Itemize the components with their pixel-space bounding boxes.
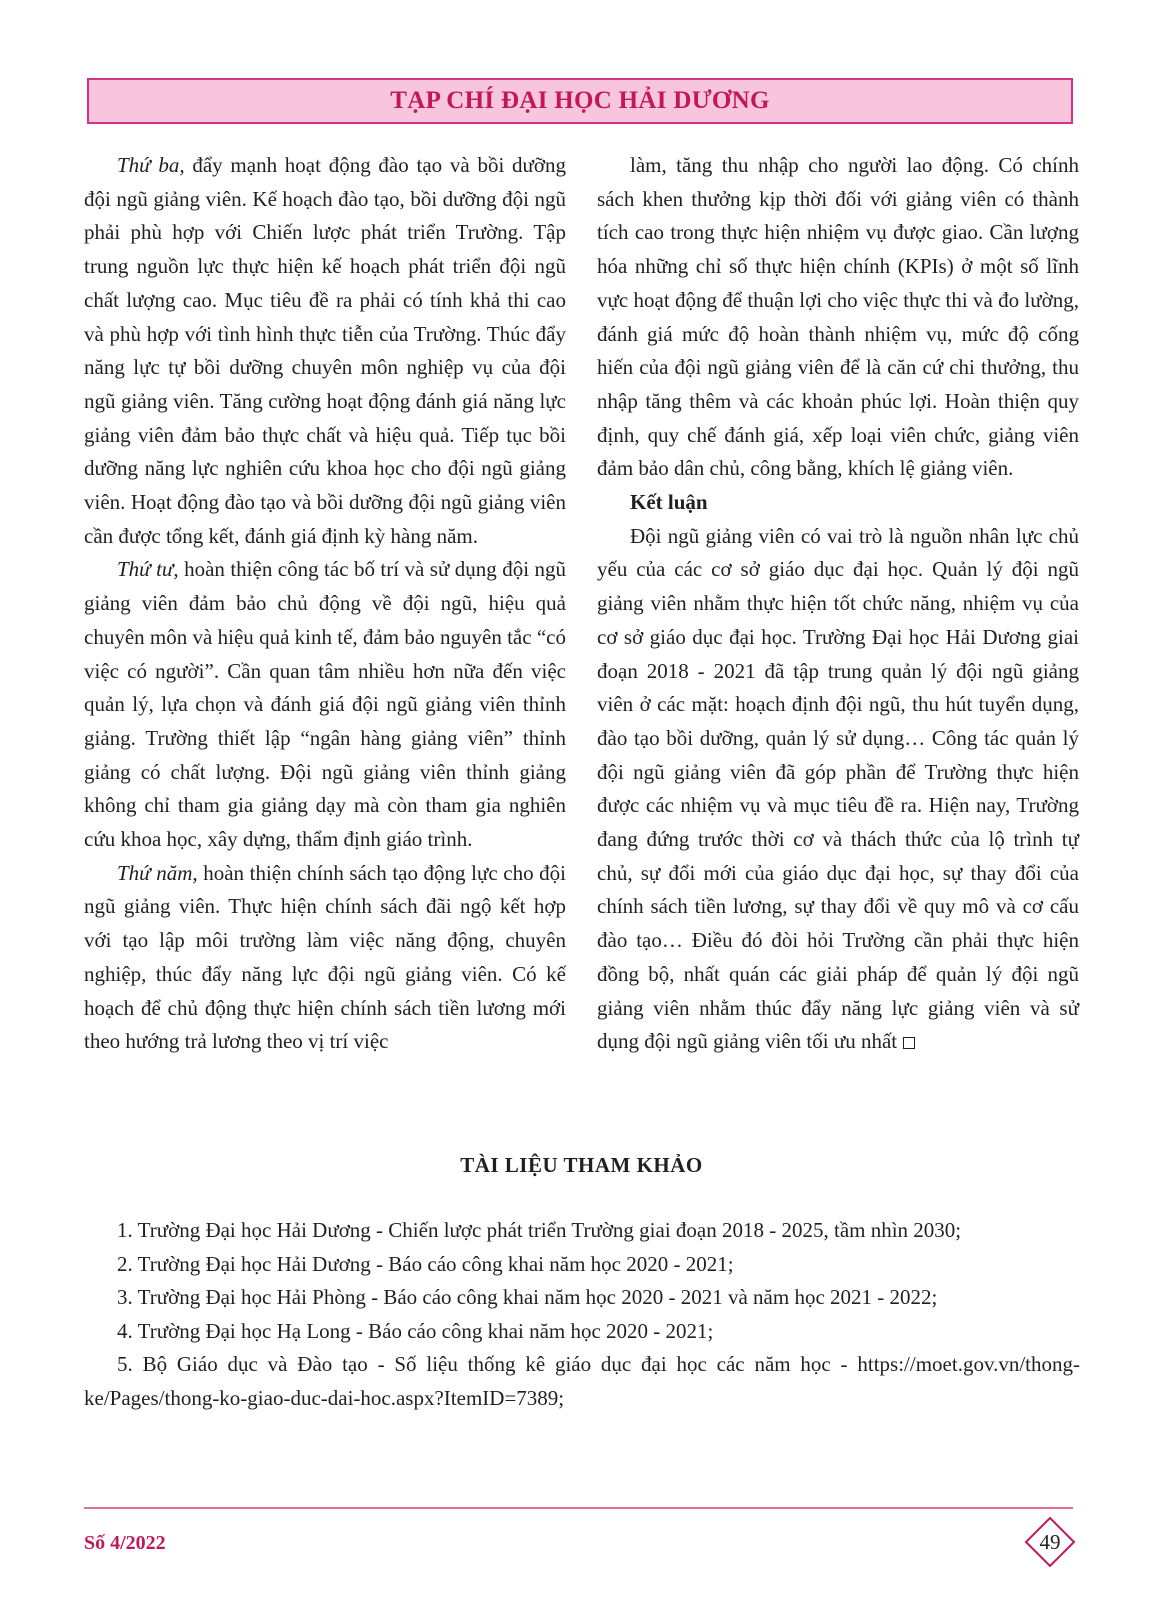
paragraph-conclusion — [597, 520, 1079, 1059]
footer-divider — [84, 1507, 1073, 1509]
reference-item: 5. Bộ Giáo dục và Đào tạo - Số liệu thống kê giáo dục đại học các năm học - https://moet.gov.vn/thong-ke/Pages/thong-ko-giao-duc-dai-hoc.aspx?ItemID=7389; — [84, 1352, 1080, 1410]
references-list — [84, 1214, 1080, 1416]
right-column — [597, 149, 1079, 1059]
paragraph-continued: làm, tăng thu nhập cho người lao động. Có chính sách khen thưởng kịp thời đối với giảng viên có thành tích cao trong thực hiện nhiệm vụ được giao. Cần lượng hóa những chỉ số thực hiện chính (KPIs) ở một số lĩnh vực hoạt động để thuận lợi cho việc thực thi và đo lường, đánh giá mức độ hoàn thành nhiệm vụ, mức độ cống hiến của đội ngũ giảng viên để là căn cứ chi thưởng, thu nhập tăng thêm và các khoản phúc lợi. Hoàn thiện quy định, quy chế đánh giá, xếp loại viên chức, giảng viên đảm bảo dân chủ, công bằng, khích lệ giảng viên. — [597, 153, 1079, 481]
reference-item: 2. Trường Đại học Hải Dương - Báo cáo công khai năm học 2020 - 2021; — [117, 1251, 734, 1276]
reference-item: 4. Trường Đại học Hạ Long - Báo cáo công khai năm học 2020 - 2021; — [117, 1318, 714, 1343]
paragraph-lead: Thứ tư, — [117, 557, 179, 582]
section-heading-ket-luan: Kết luận — [630, 490, 708, 515]
paragraph-thu-ba — [84, 149, 566, 553]
paragraph-text: đẩy mạnh hoạt động đào tạo và bồi dưỡng đội ngũ giảng viên. Kế hoạch đào tạo, bồi dưỡng đội ngũ phải phù hợp với Chiến lược phát triển Trường. Tập trung nguồn lực thực hiện kế hoạch phát triển đội ngũ chất lượng cao. Mục tiêu đề ra phải có tính khả thi cao và phù hợp với tình hình thực tiễn của Trường. Thúc đẩy năng lực tự bồi dưỡng chuyên môn nghiệp vụ của đội ngũ giảng viên. Tăng cường hoạt động đánh giá năng lực giảng viên đảm bảo thực chất và hiệu quả. Tiếp tục bồi dưỡng năng lực nghiên cứu khoa học cho đội ngũ giảng viên. Hoạt động đào tạo và bồi dưỡng đội ngũ giảng viên cần được tổng kết, đánh giá định kỳ hàng năm. — [84, 153, 566, 548]
paragraph-lead: Thứ năm — [117, 860, 193, 885]
paragraph-thu-nam — [84, 857, 566, 1059]
journal-header-banner — [87, 78, 1073, 124]
paragraph-text: , hoàn thiện chính sách tạo động lực cho đội ngũ giảng viên. Thực hiện chính sách đãi ngộ kết hợp với tạo lập môi trường làm việc năng động, chuyên nghiệp, thúc đẩy năng lực đội ngũ giảng viên. Có kế hoạch để chủ động thực hiện chính sách tiền lương mới theo hướng trả lương theo vị trí việc — [84, 860, 566, 1054]
end-of-article-square-icon — [903, 1037, 915, 1049]
left-column — [84, 149, 566, 1059]
paragraph-text: hoàn thiện công tác bố trí và sử dụng đội ngũ giảng viên đảm bảo chủ động về đội ngũ, hiệu quả chuyên môn và hiệu quả kinh tế, đảm bảo nguyên tắc “có việc có người”. Cần quan tâm nhiều hơn nữa đến việc quản lý, lựa chọn và đánh giá đội ngũ giảng viên thỉnh giảng. Trường thiết lập “ngân hàng giảng viên” thỉnh giảng có chất lượng. Đội ngũ giảng viên thỉnh giảng không chỉ tham gia giảng dạy mà còn tham gia nghiên cứu khoa học, xây dựng, thẩm định giáo trình. — [84, 557, 567, 852]
page-number-badge — [1024, 1516, 1076, 1568]
reference-item: 1. Trường Đại học Hải Dương - Chiến lược phát triển Trường giai đoạn 2018 - 2025, tầm nhìn 2030; — [117, 1218, 962, 1242]
paragraph-text: Đội ngũ giảng viên có vai trò là nguồn nhân lực chủ yếu của các cơ sở giáo dục đại học. Quản lý đội ngũ giảng viên nhằm thực hiện tốt chức năng, nhiệm vụ của cơ sở giáo dục đại học. Trường Đại học Hải Dương giai đoạn 2018 - 2021 đã tập trung quản lý đội ngũ giảng viên ở các mặt: hoạch định đội ngũ, thu hút tuyển dụng, đào tạo bồi dưỡng, quản lý sử dụng… Công tác quản lý đội ngũ giảng viên đã góp phần để Trường thực hiện được các nhiệm vụ và mục tiêu đề ra. Hiện nay, Trường đang đứng trước thời cơ và thách thức của lộ trình tự chủ, sự đổi mới của giáo dục đại học, sự thay đổi của chính sách tiền lương, sự thay đổi về quy mô và cơ cấu đào tạo… Điều đó đòi hỏi Trường cần phải thực hiện đồng bộ, nhất quán các giải pháp để quản lý đội ngũ giảng viên nhằm thúc đẩy năng lực giảng viên và sử dụng đội ngũ giảng viên tối ưu nhất — [597, 523, 1079, 1054]
journal-title: TẠP CHÍ ĐẠI HỌC HẢI DƯƠNG — [390, 87, 770, 114]
paragraph-lead: Thứ ba, — [117, 153, 185, 177]
reference-item: 3. Trường Đại học Hải Phòng - Báo cáo công khai năm học 2020 - 2021 và năm học 2021 - 2022; — [117, 1285, 938, 1310]
issue-number: Số 4/2022 — [84, 1532, 166, 1554]
page-number: 49 — [1039, 1529, 1061, 1554]
references-title: TÀI LIỆU THAM KHẢO — [460, 1153, 703, 1177]
paragraph-thu-tu — [84, 553, 566, 856]
